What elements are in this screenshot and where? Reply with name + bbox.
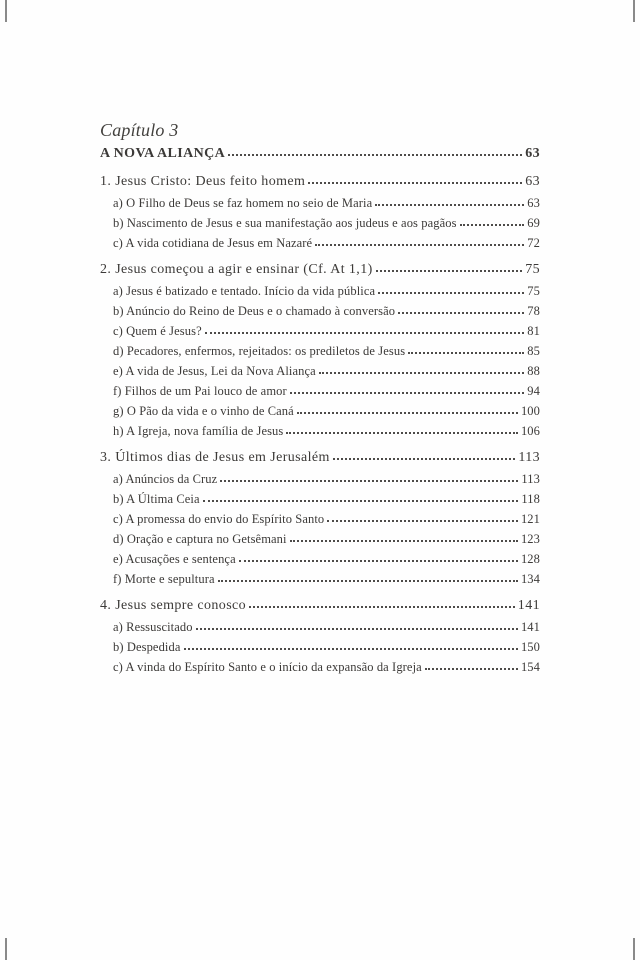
toc-entry-page: 85 bbox=[527, 344, 540, 358]
dot-leader bbox=[290, 391, 525, 394]
toc-entry-label: b) Despedida bbox=[113, 640, 181, 654]
dot-leader bbox=[319, 371, 524, 374]
toc-entry-label: b) A Última Ceia bbox=[113, 492, 200, 506]
toc-entry-page: 150 bbox=[520, 640, 540, 654]
dot-leader bbox=[184, 647, 518, 650]
toc-entry-label: a) Ressuscitado bbox=[113, 620, 193, 634]
chapter-page-number: 63 bbox=[525, 146, 540, 161]
dot-leader bbox=[425, 667, 518, 670]
toc-entry bbox=[100, 193, 540, 213]
toc-entry-label: 4. Jesus sempre conosco bbox=[100, 598, 247, 613]
dot-leader bbox=[297, 411, 518, 414]
toc-entry bbox=[100, 509, 540, 529]
toc-entry-page: 75 bbox=[527, 284, 540, 298]
crop-mark bbox=[5, 938, 7, 960]
toc-entry-label: c) A vinda do Espírito Santo e o início da expansão da Igreja bbox=[113, 660, 422, 674]
dot-leader bbox=[220, 479, 518, 482]
toc-entry bbox=[100, 301, 540, 321]
toc-entry bbox=[100, 569, 540, 589]
toc-entry bbox=[100, 361, 540, 381]
toc-entry bbox=[100, 529, 540, 549]
toc-entry-label: c) Quem é Jesus? bbox=[113, 324, 202, 338]
toc-section-3 bbox=[100, 447, 540, 589]
toc-entry-page: 134 bbox=[520, 572, 540, 586]
toc-entry-page: 88 bbox=[527, 364, 540, 378]
toc-section-4 bbox=[100, 595, 540, 677]
toc-entry bbox=[100, 637, 540, 657]
toc-section-1 bbox=[100, 171, 540, 253]
toc-entry bbox=[100, 549, 540, 569]
toc-entry-label: 3. Últimos dias de Jesus em Jerusalém bbox=[100, 450, 330, 465]
toc-entry-label: d) Oração e captura no Getsêmani bbox=[113, 532, 287, 546]
table-of-contents bbox=[100, 117, 540, 677]
dot-leader bbox=[218, 579, 518, 582]
toc-entry-page: 113 bbox=[518, 450, 540, 465]
toc-entry bbox=[100, 233, 540, 253]
toc-entry-label: c) A promessa do envio do Espírito Santo bbox=[113, 512, 325, 526]
dot-leader bbox=[228, 153, 522, 156]
toc-entry-label: h) A Igreja, nova família de Jesus bbox=[113, 424, 284, 438]
dot-leader bbox=[408, 351, 524, 354]
dot-leader bbox=[196, 627, 518, 630]
toc-entry-page: 81 bbox=[527, 324, 540, 338]
toc-entry-page: 63 bbox=[525, 174, 540, 189]
toc-entry-page: 106 bbox=[520, 424, 540, 438]
crop-mark bbox=[5, 0, 7, 22]
toc-entry bbox=[100, 617, 540, 637]
dot-leader bbox=[398, 311, 524, 314]
toc-entry-label: d) Pecadores, enfermos, rejeitados: os prediletos de Jesus bbox=[113, 344, 406, 358]
dot-leader bbox=[378, 291, 524, 294]
toc-entry-page: 121 bbox=[520, 512, 540, 526]
toc-entry bbox=[100, 381, 540, 401]
dot-leader bbox=[239, 559, 518, 562]
toc-entry-label: a) Anúncios da Cruz bbox=[113, 472, 218, 486]
dot-leader bbox=[249, 605, 515, 608]
toc-entry-label: e) A vida de Jesus, Lei da Nova Aliança bbox=[113, 364, 316, 378]
toc-entry bbox=[100, 321, 540, 341]
toc-entry-label: b) Nascimento de Jesus e sua manifestação aos judeus e aos pagãos bbox=[113, 216, 457, 230]
dot-leader bbox=[308, 181, 522, 184]
dot-leader bbox=[290, 539, 518, 542]
dot-leader bbox=[376, 269, 523, 272]
toc-entry-label: f) Filhos de um Pai louco de amor bbox=[113, 384, 287, 398]
toc-entry-page: 69 bbox=[527, 216, 540, 230]
toc-entry bbox=[100, 469, 540, 489]
toc-entry-label: f) Morte e sepultura bbox=[113, 572, 215, 586]
toc-entry bbox=[100, 213, 540, 233]
toc-entry-page: 113 bbox=[521, 472, 540, 486]
crop-mark bbox=[633, 938, 635, 960]
dot-leader bbox=[205, 331, 525, 334]
dot-leader bbox=[315, 243, 524, 246]
toc-entry-page: 72 bbox=[527, 236, 540, 250]
toc-entry-label: g) O Pão da vida e o vinho de Caná bbox=[113, 404, 294, 418]
toc-entry-label: a) O Filho de Deus se faz homem no seio de Maria bbox=[113, 196, 373, 210]
toc-entry-page: 94 bbox=[527, 384, 540, 398]
dot-leader bbox=[286, 431, 518, 434]
toc-entry-page: 141 bbox=[517, 598, 540, 613]
toc-entry-page: 63 bbox=[527, 196, 540, 210]
toc-entry bbox=[100, 341, 540, 361]
chapter-title: A NOVA ALIANÇA bbox=[100, 146, 226, 161]
dot-leader bbox=[327, 519, 518, 522]
toc-entry bbox=[100, 595, 540, 617]
toc-entry-page: 154 bbox=[520, 660, 540, 674]
toc-entry-page: 75 bbox=[525, 262, 540, 277]
dot-leader bbox=[333, 457, 515, 460]
toc-entry-page: 141 bbox=[520, 620, 540, 634]
toc-entry-page: 123 bbox=[520, 532, 540, 546]
toc-entry-label: b) Anúncio do Reino de Deus e o chamado à conversão bbox=[113, 304, 396, 318]
toc-entry-page: 78 bbox=[527, 304, 540, 318]
toc-entry-label: 1. Jesus Cristo: Deus feito homem bbox=[100, 174, 306, 189]
toc-entry-label: 2. Jesus começou a agir e ensinar (Cf. At 1,1) bbox=[100, 262, 373, 277]
toc-entry bbox=[100, 171, 540, 193]
dot-leader bbox=[375, 203, 524, 206]
crop-mark bbox=[633, 0, 635, 22]
toc-chapter-entry bbox=[100, 143, 540, 165]
dot-leader bbox=[203, 499, 519, 502]
toc-entry bbox=[100, 401, 540, 421]
toc-entry-page: 128 bbox=[520, 552, 540, 566]
toc-entry-page: 118 bbox=[521, 492, 540, 506]
toc-entry bbox=[100, 421, 540, 441]
toc-entry-label: c) A vida cotidiana de Jesus em Nazaré bbox=[113, 236, 313, 250]
toc-entry bbox=[100, 447, 540, 469]
toc-entry bbox=[100, 259, 540, 281]
toc-entry bbox=[100, 489, 540, 509]
toc-section-2 bbox=[100, 259, 540, 441]
toc-entry-label: a) Jesus é batizado e tentado. Início da vida pública bbox=[113, 284, 376, 298]
toc-entry bbox=[100, 657, 540, 677]
toc-entry bbox=[100, 281, 540, 301]
chapter-label: Capítulo 3 bbox=[100, 120, 179, 140]
toc-entry-page: 100 bbox=[520, 404, 540, 418]
toc-entry-label: e) Acusações e sentença bbox=[113, 552, 236, 566]
dot-leader bbox=[460, 223, 525, 226]
